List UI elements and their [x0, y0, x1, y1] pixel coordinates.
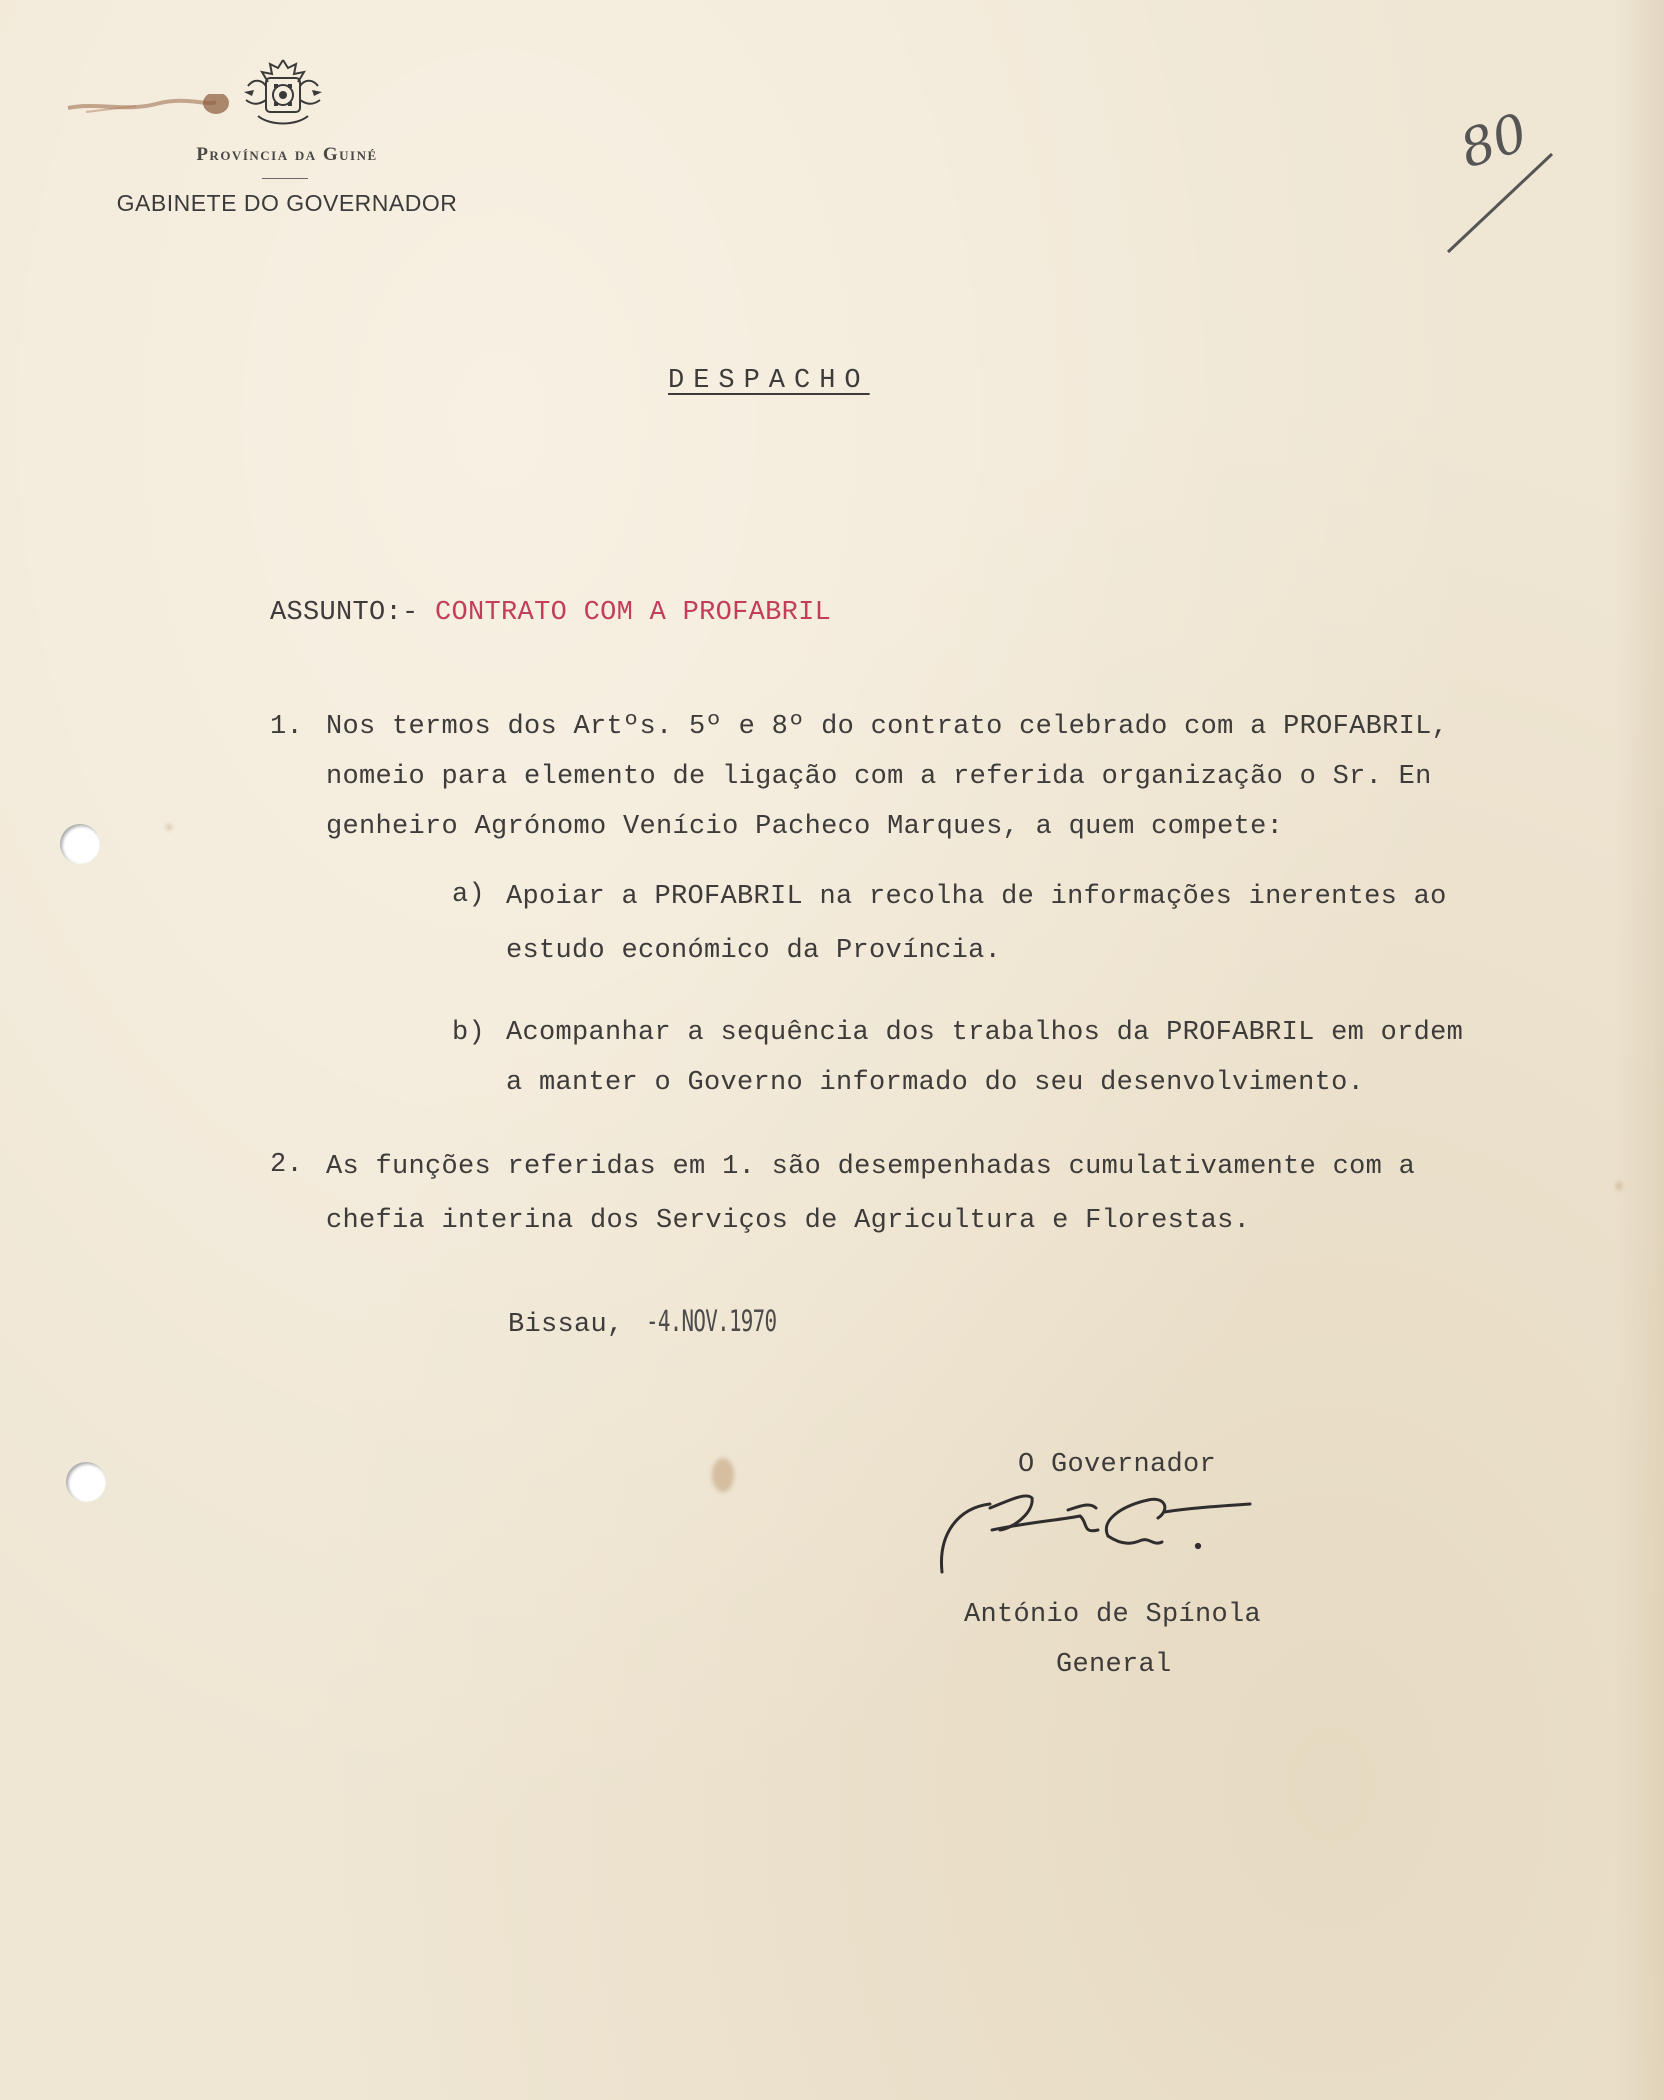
paragraph-1 — [326, 702, 1448, 852]
coat-of-arms-icon — [238, 56, 328, 130]
binder-hole — [66, 1462, 106, 1502]
item-a — [506, 870, 1447, 978]
letterhead-office: GABINETE DO GOVERNADOR — [116, 190, 458, 216]
subject-line — [270, 588, 831, 638]
stain-spot — [1616, 1182, 1622, 1190]
paragraph-line: genheiro Agrónomo Venício Pacheco Marques, a quem compete: — [326, 812, 1284, 842]
item-letter: a) — [452, 880, 486, 910]
paragraph-2 — [326, 1140, 1415, 1248]
paragraph-number: 2. — [270, 1150, 304, 1180]
paragraph-line: nomeio para elemento de ligação com a referida organização o Sr. En — [326, 762, 1432, 792]
item-b — [506, 1008, 1463, 1108]
binder-hole — [60, 824, 100, 864]
letterhead-divider — [262, 178, 308, 179]
item-line: Apoiar a PROFABRIL na recolha de informações inerentes ao — [506, 882, 1447, 912]
stain-spot — [166, 824, 172, 830]
paragraph-line: chefia interina dos Serviços de Agricultura e Florestas. — [326, 1206, 1251, 1236]
signatory-name: António de Spínola — [964, 1600, 1262, 1630]
item-line: estudo económico da Província. — [506, 936, 1002, 966]
item-letter: b) — [452, 1018, 486, 1048]
signatory-role: O Governador — [1018, 1450, 1217, 1480]
handwritten-signature — [930, 1482, 1300, 1592]
paragraph-line: Nos termos dos Artºs. 5º e 8º do contrato celebrado com a PROFABRIL, — [326, 712, 1449, 742]
paragraph-number: 1. — [270, 712, 304, 742]
letterhead-province: Província da Guiné — [196, 144, 378, 165]
folio-number — [1440, 96, 1570, 256]
signatory-rank: General — [1056, 1650, 1172, 1680]
subject-label: ASSUNTO:- — [270, 598, 419, 628]
document-title: DESPACHO — [668, 366, 870, 396]
stain-spot — [712, 1458, 734, 1492]
item-line: a manter o Governo informado do seu desenvolvimento. — [506, 1068, 1365, 1098]
date-stamp: -4.NOV.1970 — [646, 1304, 777, 1338]
place-date — [508, 1296, 827, 1350]
paragraph-line: As funções referidas em 1. são desempenhadas cumulativamente com a — [326, 1152, 1416, 1182]
folio-number-text: 80 — [1453, 102, 1535, 181]
subject-value: CONTRATO COM A PROFABRIL — [435, 598, 832, 628]
rust-stain — [66, 94, 236, 118]
item-line: Acompanhar a sequência dos trabalhos da PROFABRIL em ordem — [506, 1018, 1464, 1048]
place: Bissau, — [508, 1310, 624, 1340]
